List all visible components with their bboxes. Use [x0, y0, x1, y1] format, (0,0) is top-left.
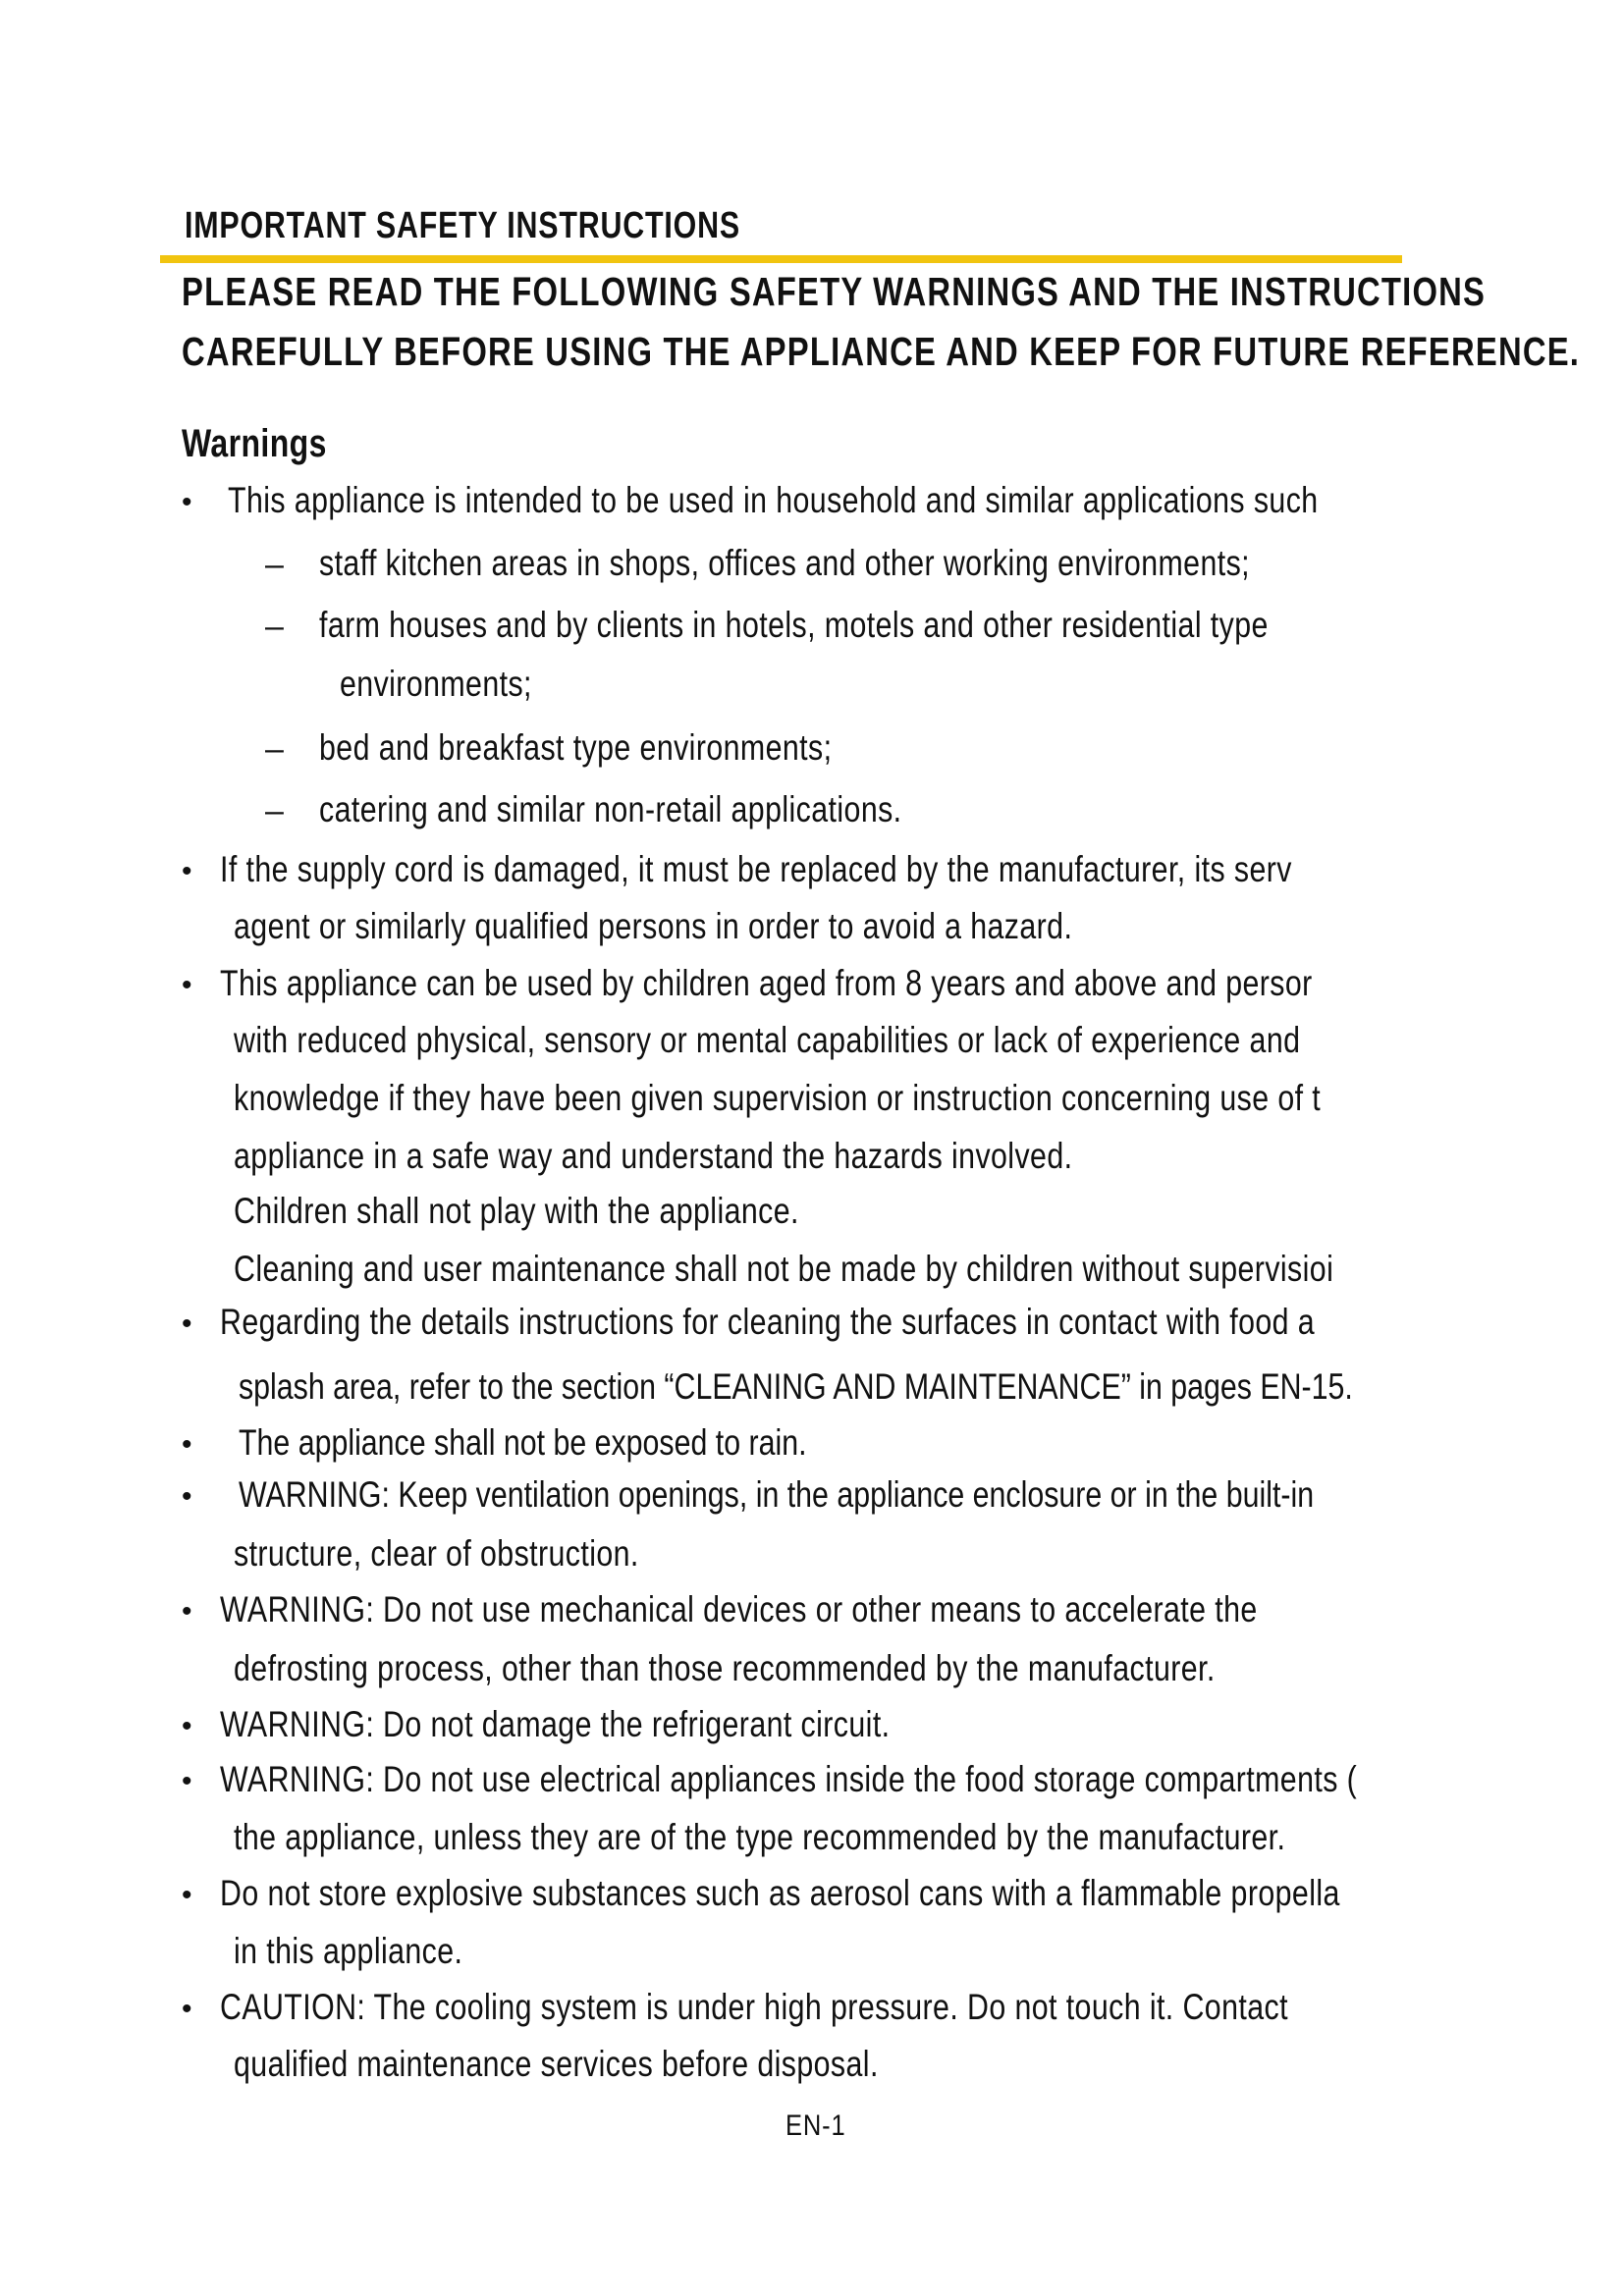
dash-marker: – — [265, 546, 284, 583]
warning-line: splash area, refer to the section “CLEANING AND MAINTENANCE” in pages EN-15. — [239, 1366, 1353, 1407]
intro-line-1: PLEASE READ THE FOLLOWING SAFETY WARNINGS AND THE INSTRUCTIONS — [182, 269, 1487, 314]
warning-line: structure, clear of obstruction. — [234, 1533, 639, 1574]
warning-line: in this appliance. — [234, 1931, 463, 1971]
bullet-marker: • — [182, 969, 192, 1001]
warning-line: CAUTION: The cooling system is under high pressure. Do not touch it. Contact — [220, 1987, 1288, 2027]
warning-line: knowledge if they have been given supervision or instruction concerning use of t — [234, 1078, 1322, 1118]
warning-line: The appliance shall not be exposed to rain. — [239, 1422, 807, 1463]
bullet-marker: • — [182, 1480, 192, 1513]
warning-line: WARNING: Do not use electrical appliances inside the food storage compartments ( — [220, 1759, 1358, 1799]
warning-line: WARNING: Do not use mechanical devices or other means to accelerate the — [220, 1589, 1258, 1629]
warning-line: This appliance can be used by children aged from 8 years and above and persor — [220, 963, 1313, 1003]
warning-line: Regarding the details instructions for cleaning the surfaces in contact with food a — [220, 1302, 1316, 1342]
warning-line: WARNING: Do not damage the refrigerant circuit. — [220, 1704, 891, 1744]
bullet-marker: • — [182, 855, 192, 887]
dash-marker: – — [265, 730, 284, 768]
warning-line: qualified maintenance services before disposal. — [234, 2044, 879, 2084]
warning-line: appliance in a safe way and understand the hazards involved. — [234, 1136, 1073, 1176]
warning-line: bed and breakfast type environments; — [319, 727, 833, 768]
dash-marker: – — [265, 608, 284, 645]
warning-line: defrosting process, other than those recommended by the manufacturer. — [234, 1648, 1216, 1688]
section-title-warnings: Warnings — [182, 422, 327, 465]
dash-marker: – — [265, 792, 284, 829]
bullet-marker: • — [182, 1993, 192, 2025]
warning-line: WARNING: Keep ventilation openings, in the appliance enclosure or in the built-in — [239, 1474, 1315, 1515]
warning-line: the appliance, unless they are of the type recommended by the manufacturer. — [234, 1817, 1286, 1857]
warning-line: environments; — [340, 664, 532, 704]
warning-line: catering and similar non-retail applications. — [319, 789, 902, 829]
bullet-marker: • — [182, 1595, 192, 1628]
warning-line: If the supply cord is damaged, it must be replaced by the manufacturer, its serv — [220, 849, 1292, 889]
warning-line: Cleaning and user maintenance shall not be made by children without supervisioi — [234, 1249, 1334, 1289]
warning-line: staff kitchen areas in shops, offices and other working environments; — [319, 543, 1250, 583]
warning-line: Children shall not play with the appliance. — [234, 1191, 799, 1231]
bullet-marker: • — [182, 1879, 192, 1911]
warning-line: This appliance is intended to be used in household and similar applications such — [228, 480, 1319, 520]
title-underline — [160, 255, 1402, 263]
page-number: EN-1 — [785, 2109, 846, 2142]
page-title: IMPORTANT SAFETY INSTRUCTIONS — [185, 205, 740, 246]
bullet-marker: • — [182, 1765, 192, 1797]
bullet-marker: • — [182, 1308, 192, 1340]
bullet-marker: • — [182, 1710, 192, 1742]
warning-line: farm houses and by clients in hotels, motels and other residential type — [319, 605, 1269, 645]
warning-line: Do not store explosive substances such as aerosol cans with a flammable propella — [220, 1873, 1340, 1913]
bullet-marker: • — [182, 486, 192, 518]
warning-line: with reduced physical, sensory or mental capabilities or lack of experience and — [234, 1020, 1301, 1060]
intro-line-2: CAREFULLY BEFORE USING THE APPLIANCE AND KEEP FOR FUTURE REFERENCE. — [182, 329, 1581, 374]
warning-line: agent or similarly qualified persons in order to avoid a hazard. — [234, 906, 1073, 946]
bullet-marker: • — [182, 1428, 192, 1461]
